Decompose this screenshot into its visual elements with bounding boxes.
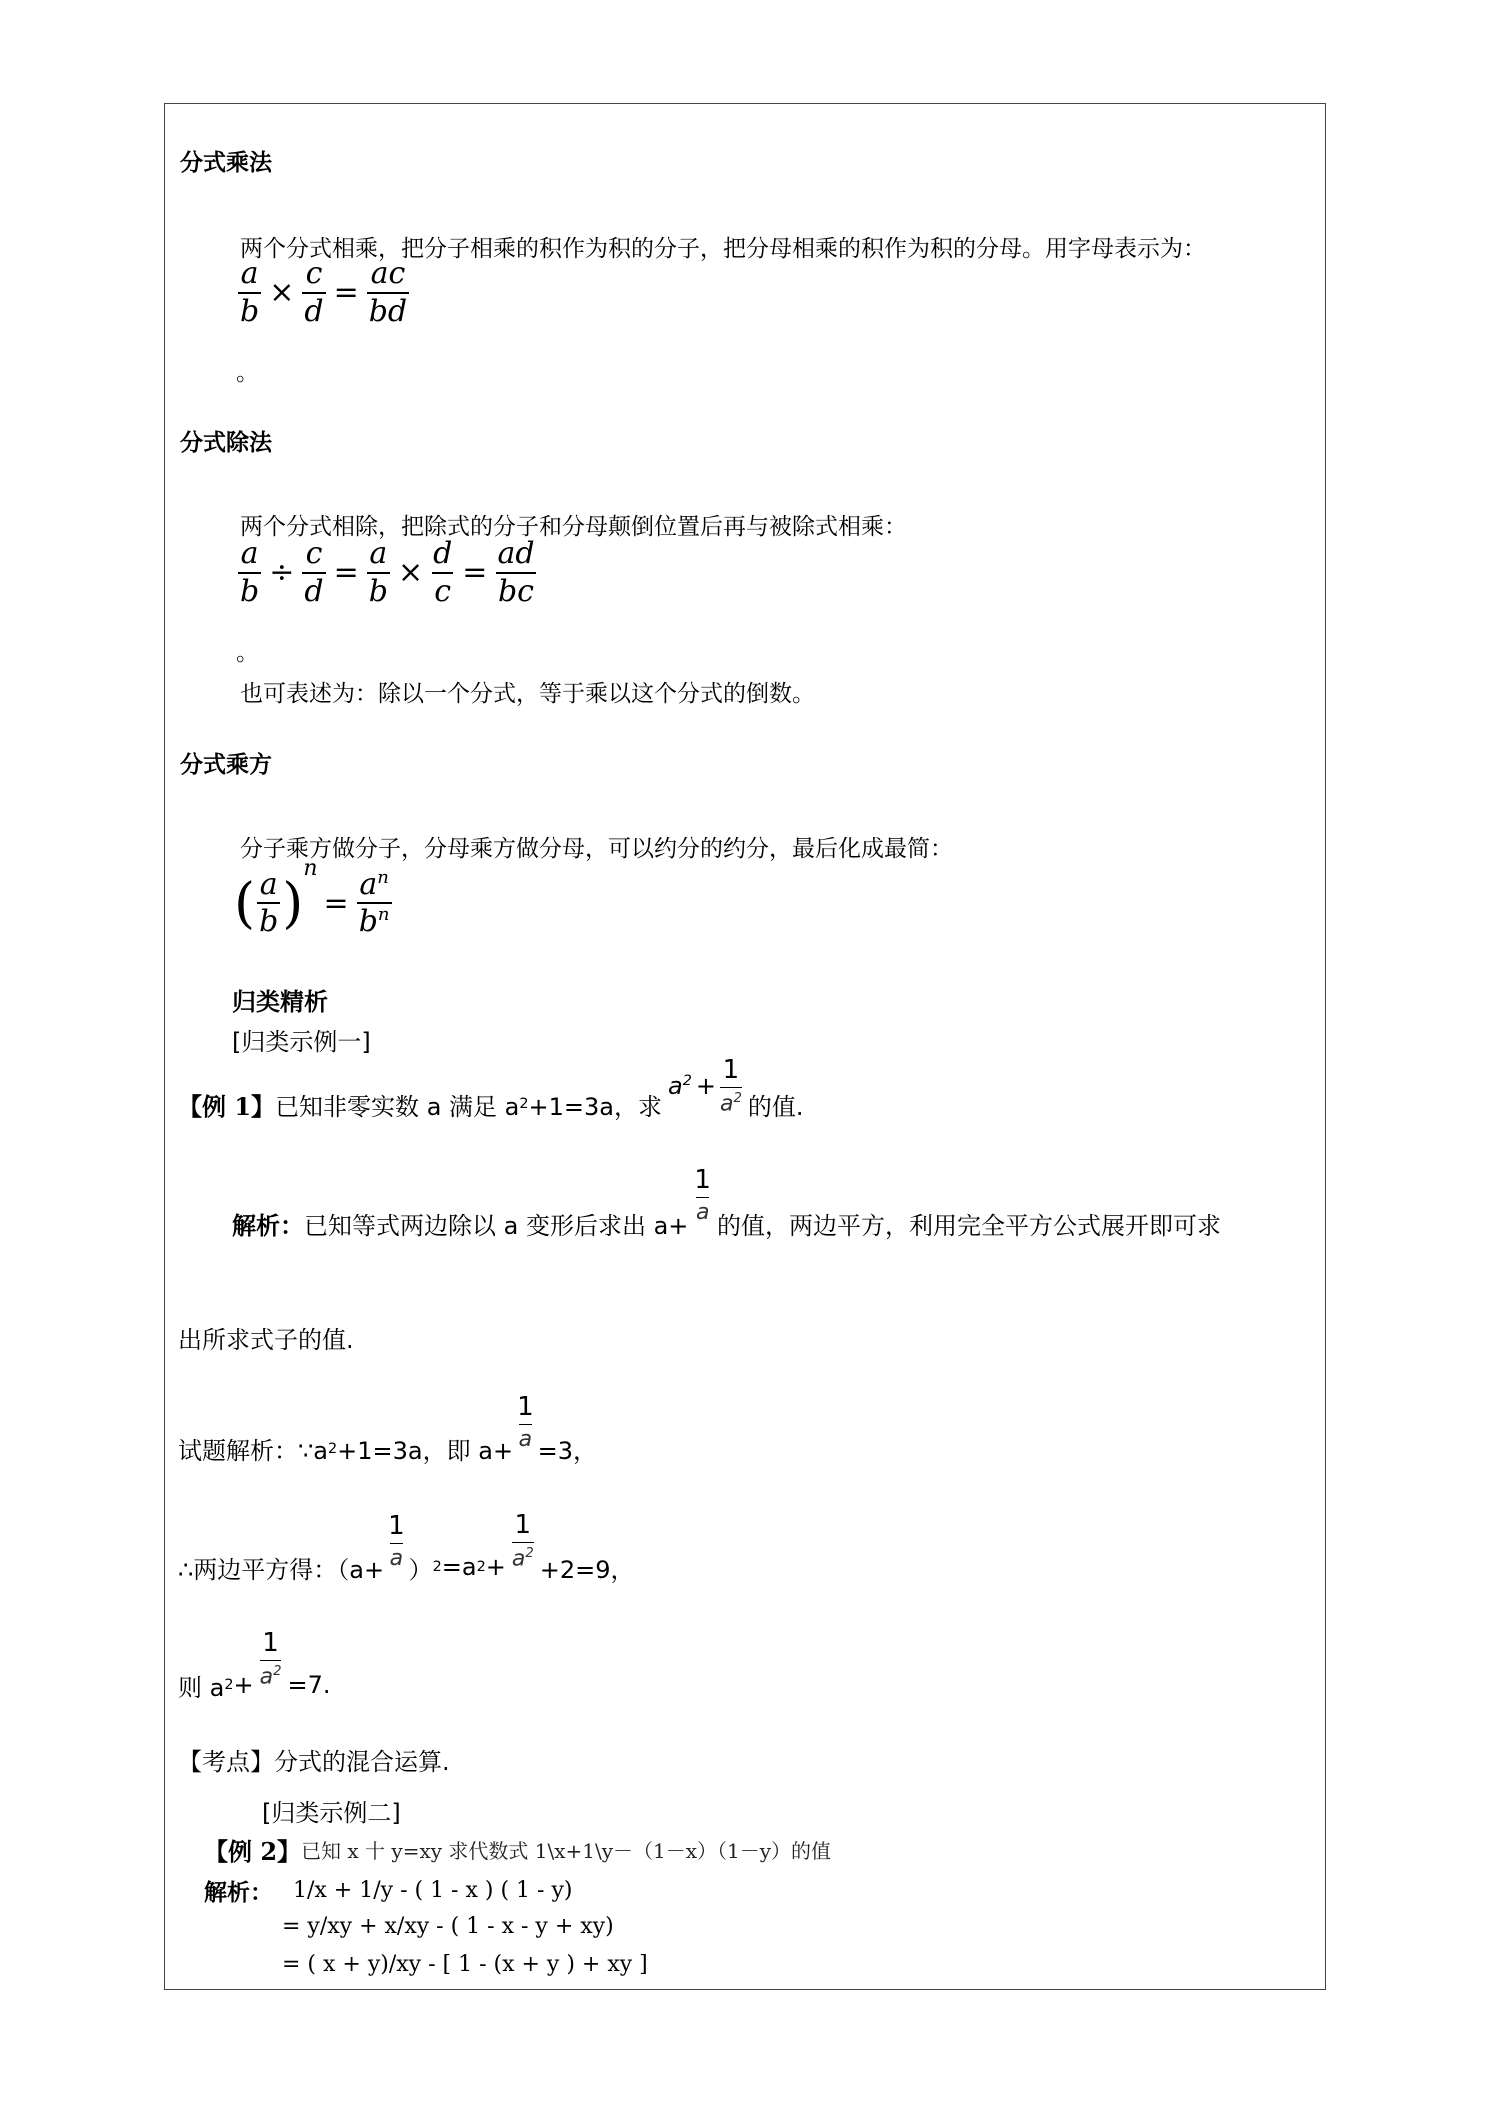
divide-rule-text: 两个分式相除，把除式的分子和分母颠倒位置后再与被除式相乘： <box>240 514 907 540</box>
divide-formula: $\frac{a}{b}$ ÷ $\frac{c}{d}$ = $\frac{a}{b}$ × $\frac{d}{c}$ = $\frac{ad}{bc}$ <box>240 536 535 609</box>
solution-step2: ∴两边平方得：（a+ $\frac{1}{a}$ ） 2 =a 2 + $\frac{1}{a^2}$ +2=9， <box>178 1510 635 1584</box>
example1-expression: $a^2$ + $\frac{1}{a^2}$ <box>668 1055 742 1117</box>
solution1-line: 解析： 已知等式两边除以 a 变形后求出 a+ $\frac{1}{a}$ 的值，两边平方，利用完全平方公式展开即可求 <box>232 1165 1221 1240</box>
solution2-line1: 解析： 1/x + 1/y - ( 1 - x ) ( 1 - y) <box>204 1878 573 1906</box>
key-point: 【考点】分式的混合运算. <box>178 1748 450 1776</box>
example2-tag: [归类示例二] <box>262 1799 401 1827</box>
divide-extra-text: 也可表述为：除以一个分式，等于乘以这个分式的倒数。 <box>240 681 815 707</box>
example1-tag: [归类示例一] <box>232 1028 371 1056</box>
multiply-end-mark: 。 <box>236 360 259 386</box>
solution2-line3: = ( x + y)/xy - [ 1 - (x + y ) + xy ] <box>282 1952 648 1977</box>
section-title-power: 分式乘方 <box>180 751 272 778</box>
example2-question: 【例 2】 已知 x 十 y=xy 求代数式 1\x+1\y－（1－x）（1－y）的值 <box>204 1837 832 1866</box>
solution2-line2: = y/xy + x/xy - ( 1 - x - y + xy) <box>282 1914 614 1939</box>
solution-step1: 试题解析：∵a 2 +1=3a，即 a+ $\frac{1}{a}$ =3， <box>178 1392 597 1465</box>
power-rule-text: 分子乘方做分子，分母乘方做分母，可以约分的约分，最后化成最简： <box>240 836 953 862</box>
section-title-divide: 分式除法 <box>180 429 272 456</box>
example1-question: 【例 1】 已知非零实数 a 满足 a 2 +1=3a，求 $a^2$ + $\frac{1}{a^2}$ 的值. <box>178 1055 804 1121</box>
analysis-heading: 归类精析 <box>232 988 328 1016</box>
multiply-rule-text: 两个分式相乘，把分子相乘的积作为积的分子，把分母相乘的积作为积的分母。用字母表示为： <box>240 236 1206 262</box>
section-title-multiply: 分式乘法 <box>180 149 272 176</box>
divide-end-mark: 。 <box>236 640 259 666</box>
power-formula: ( $\frac{a}{b}$ )$^n$= $\frac{a^n}{b^n}$ <box>234 856 390 939</box>
multiply-formula: $\frac{a}{b}$ × $\frac{c}{d}$ = $\frac{ac}{bd}$ <box>240 256 408 329</box>
solution-step3: 则 a 2 + $\frac{1}{a^2}$ =7. <box>178 1628 331 1702</box>
solution1-continued: 出所求式子的值. <box>178 1326 354 1354</box>
